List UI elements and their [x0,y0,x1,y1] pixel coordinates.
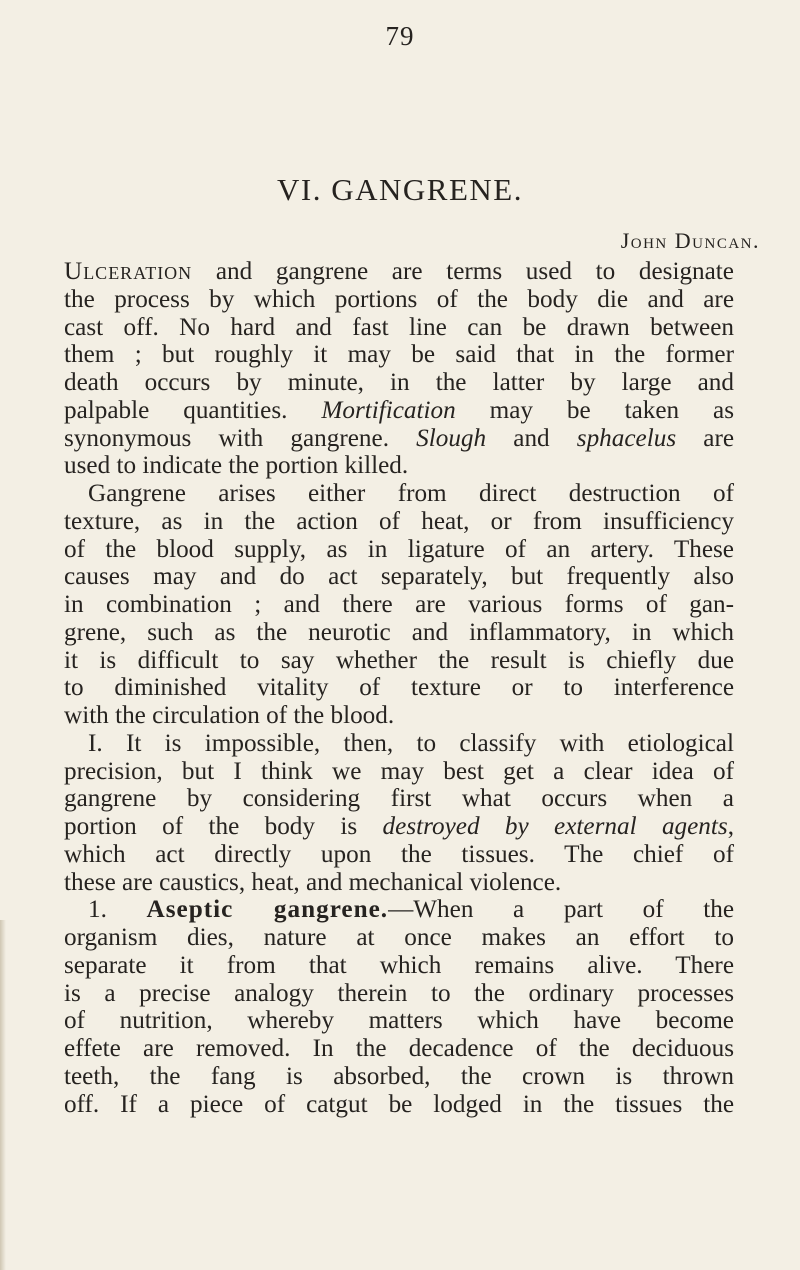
text-line: in combination ; and there are various forms of gan- [64,591,734,618]
text-line: precision, but I think we may best get a clear idea of [64,757,734,785]
text-line: of the blood supply, as in ligature of an artery. These [64,535,734,563]
text-line: with the circulation of the blood. [64,702,395,729]
author-name: John Duncan. [620,228,760,253]
text-line: used to indicate the portion killed. [64,452,409,480]
text-line: Gangrene arises either from direct destruction of [88,480,734,507]
text-line: separate it from that which remains alive. There [64,951,734,979]
text-line: texture, as in the action of heat, or from insufficiency [64,507,734,535]
text-line: effete are removed. In the decadence of the deciduous [64,1035,734,1062]
text-line: organism dies, nature at once makes an effort to [64,924,734,951]
text-line: causes may and do act separately, but frequently also [64,563,734,591]
text-line: synonymous with gangrene. Slough and sphacelus are [64,424,735,452]
text-line: I. It is impossible, then, to classify with etiological [88,729,734,757]
text-line: 1. Aseptic gangrene.—When a part of the [88,896,735,924]
text-line: it is difficult to say whether the result is chiefly due [64,646,734,674]
text-line: grene, such as the neurotic and inflammatory, in which [64,618,734,646]
text-line: the process by which portions of the body die and are [64,285,734,313]
text-line: them ; but roughly it may be said that in the former [64,341,734,369]
text-line: portion of the body is destroyed by external agents, [64,813,735,840]
text-line: gangrene by considering first what occurs when a [64,785,734,813]
page-number: 79 [385,21,415,51]
text-line: to diminished vitality of texture or to interference [64,674,734,702]
text-line: death occurs by minute, in the latter by large and [64,369,734,396]
text-line: Ulceration and gangrene are terms used to designate [64,258,734,285]
text-line: of nutrition, whereby matters which have become [64,1007,734,1035]
text-line: teeth, the fang is absorbed, the crown is thrown [64,1062,734,1090]
chapter-title: VI. GANGRENE. [277,172,523,207]
text-line: cast off. No hard and fast line can be drawn between [64,313,734,341]
text-line: which act directly upon the tissues. The chief of [64,840,734,868]
text-line: palpable quantities. Mortification may be taken as [64,396,735,424]
page-edge-shadow [0,920,6,1270]
text-line: off. If a piece of catgut be lodged in the tissues the [64,1090,734,1118]
text-line: these are caustics, heat, and mechanical violence. [64,868,562,896]
text-line: is a precise analogy therein to the ordinary processes [64,979,734,1007]
